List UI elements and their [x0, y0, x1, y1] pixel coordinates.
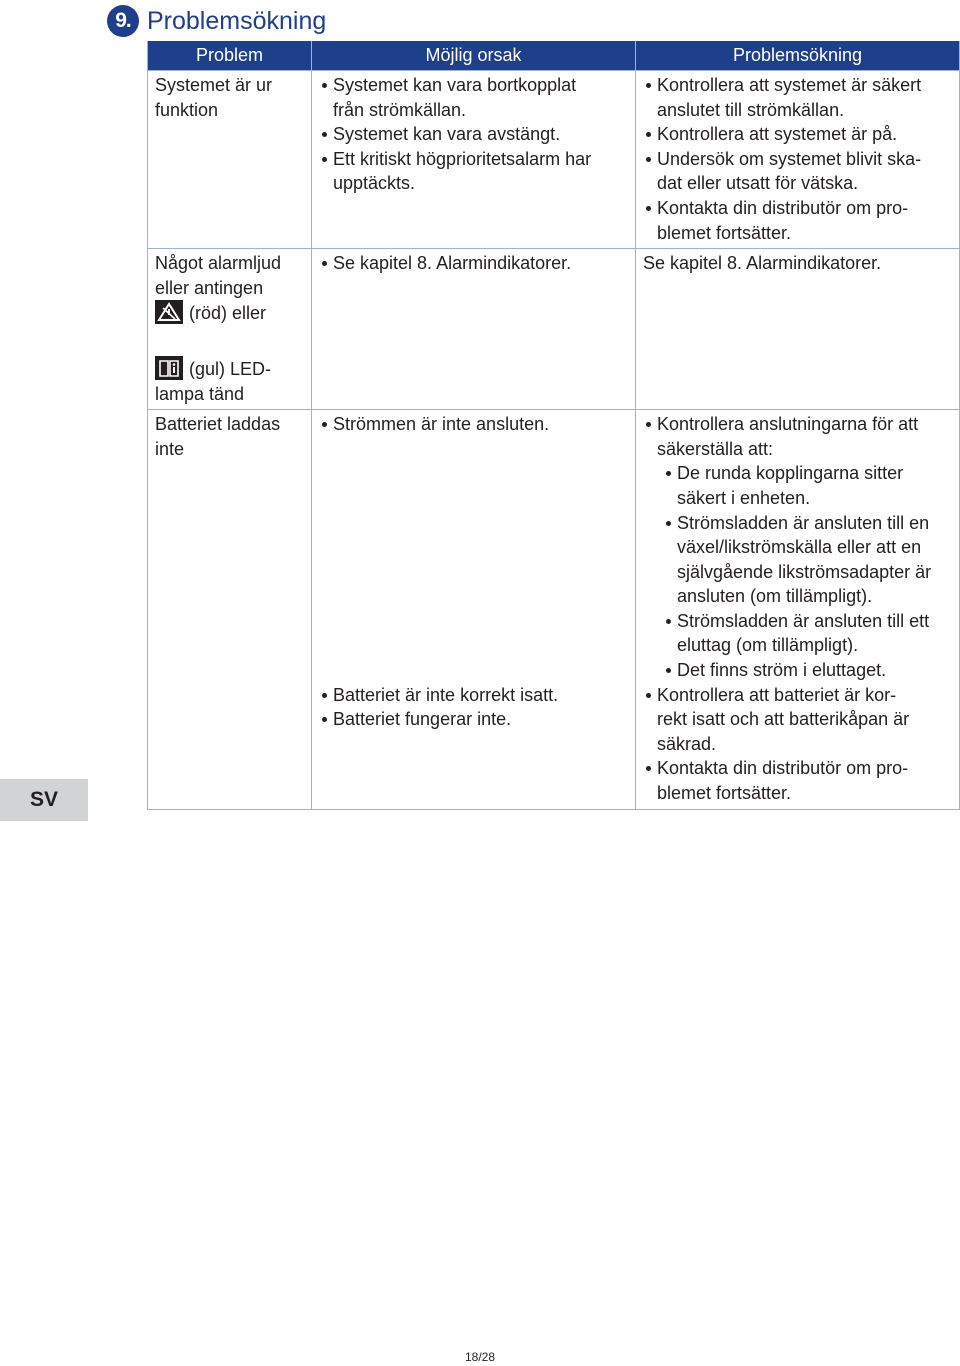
header-solution: Problemsökning	[636, 41, 960, 71]
list-item: Kontakta din distributör om pro- blemet fortsätter.	[643, 196, 952, 245]
solution-cell	[636, 249, 960, 410]
list-item: Systemet kan vara avstängt.	[319, 122, 628, 147]
solution-cell	[636, 71, 960, 249]
section-heading	[107, 4, 326, 38]
cause-cell	[312, 71, 636, 249]
problem-line-yellow	[155, 356, 304, 382]
problem-cell: Systemet är ur funktion	[148, 71, 312, 249]
list-item: Batteriet fungerar inte.	[319, 707, 628, 732]
list-item: Strömmen är inte ansluten.	[319, 412, 628, 437]
table-row	[148, 410, 960, 810]
page-number: 18/28	[464, 1350, 496, 1364]
list-item	[643, 412, 952, 683]
sub-list-item: Det finns ström i eluttaget.	[663, 658, 952, 683]
list-item: Kontrollera att systemet är på.	[643, 122, 952, 147]
cause-cell	[312, 410, 636, 810]
problem-cell	[148, 249, 312, 410]
table-row	[148, 71, 960, 249]
list-item: Kontrollera att systemet är säkert anslutet till strömkällan.	[643, 73, 952, 122]
problem-text: lampa tänd	[155, 383, 245, 404]
table-row	[148, 249, 960, 410]
problem-text-yellow: (gul) LED-	[189, 358, 272, 379]
section-title: Problemsökning	[147, 6, 327, 35]
solution-intro: Kontrollera anslutningarna för att säkerställa att:	[657, 414, 919, 459]
cause-cell	[312, 249, 636, 410]
solution-cell	[636, 410, 960, 810]
list-item: Batteriet är inte korrekt isatt.	[319, 683, 628, 708]
section-number-badge: 9.	[107, 5, 139, 37]
problem-line-red	[155, 300, 304, 326]
list-item: Se kapitel 8. Alarmindikatorer.	[319, 251, 628, 276]
problem-text: Något alarmljud eller antingen	[155, 253, 282, 298]
header-cause: Möjlig orsak	[312, 41, 636, 71]
list-item: Systemet kan vara bortkopplat från strömkällan.	[319, 73, 628, 122]
table-header-row	[148, 41, 960, 71]
problem-cell: Batteriet laddas inte	[148, 410, 312, 810]
sub-list-item: De runda kopplingarna sitter säkert i enheten.	[663, 461, 952, 510]
list-item: Undersök om systemet blivit ska- dat eller utsatt för vätska.	[643, 147, 952, 196]
solution-text: Se kapitel 8. Alarmindikatorer.	[643, 253, 882, 274]
info-yellow-icon	[155, 356, 183, 380]
alarm-red-icon	[155, 300, 183, 324]
list-item: Ett kritiskt högprioritetsalarm har upptäckts.	[319, 147, 628, 196]
troubleshooting-table	[147, 41, 960, 810]
list-item: Kontrollera att batteriet är kor- rekt isatt och att batterikåpan är säkrad.	[643, 683, 952, 757]
header-problem: Problem	[148, 41, 312, 71]
language-tab: SV	[0, 779, 88, 821]
problem-text-red: (röd) eller	[189, 303, 267, 324]
sub-list-item: Strömsladden är ansluten till en växel/likströmskälla eller att en självgående likströmsadapter är ansluten (om tillämpligt).	[663, 511, 952, 609]
sub-list-item: Strömsladden är ansluten till ett eluttag (om tillämpligt).	[663, 609, 952, 658]
list-item: Kontakta din distributör om pro- blemet fortsätter.	[643, 756, 952, 805]
